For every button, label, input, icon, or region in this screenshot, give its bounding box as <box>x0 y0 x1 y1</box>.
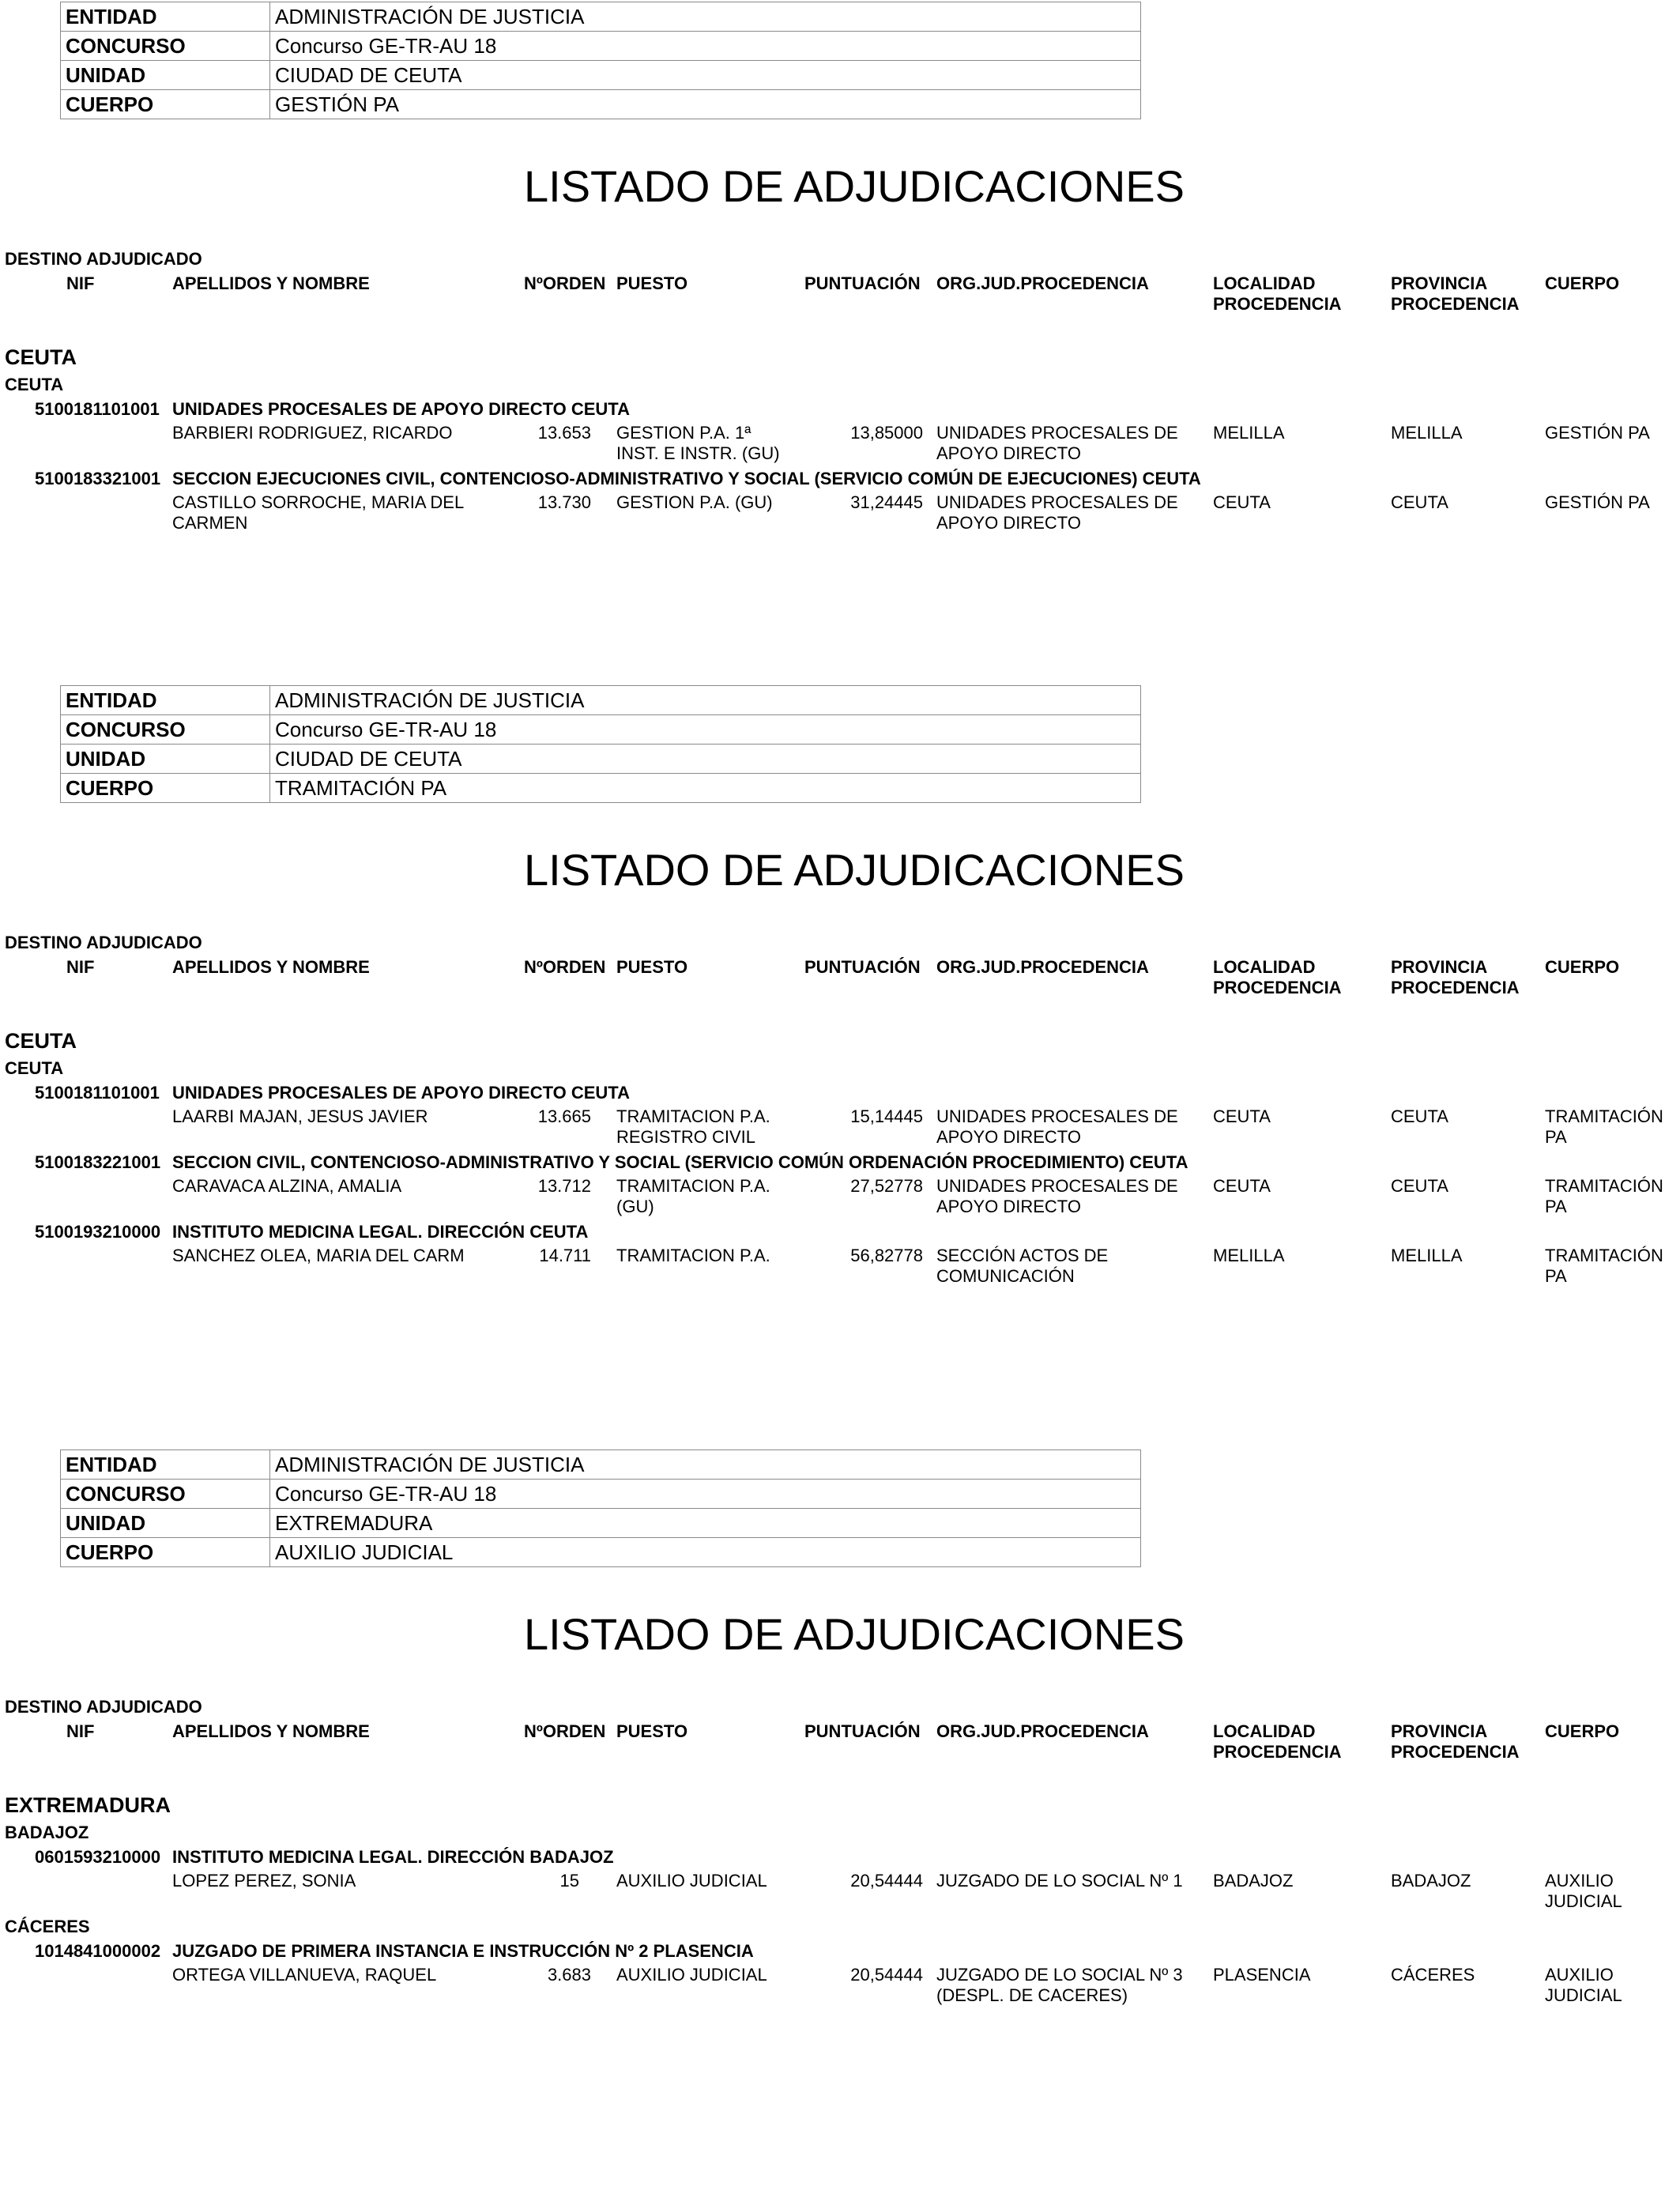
cell-puesto: GESTION P.A. 1ª INST. E INSTR. (GU) <box>616 423 780 463</box>
cell-orden: 13.730 <box>537 492 591 512</box>
header-value: ADMINISTRACIÓN DE JUSTICIA <box>270 1450 1141 1480</box>
cell-orden: 13.665 <box>537 1106 591 1126</box>
col-orgjud: ORG.JUD.PROCEDENCIA <box>936 273 1149 293</box>
destination-code: 5100181101001 <box>35 399 160 419</box>
header-key: CUERPO <box>61 90 270 119</box>
col-destino: DESTINO ADJUDICADO <box>5 933 202 952</box>
destination-code: 0601593210000 <box>35 1847 161 1867</box>
cell-provincia: CEUTA <box>1391 492 1448 512</box>
header-row-unidad <box>61 745 1141 774</box>
header-value: CIUDAD DE CEUTA <box>270 61 1141 90</box>
header-key: UNIDAD <box>61 1509 270 1538</box>
col-localidad: LOCALIDAD PROCEDENCIA <box>1213 273 1342 314</box>
col-cuerpo: CUERPO <box>1545 273 1620 293</box>
cell-localidad: CEUTA <box>1213 492 1271 512</box>
col-destino: DESTINO ADJUDICADO <box>5 249 202 269</box>
cell-orden: 13.712 <box>537 1176 591 1196</box>
destination-name: UNIDADES PROCESALES DE APOYO DIRECTO CEUTA <box>172 399 630 419</box>
header-key: CONCURSO <box>61 32 270 61</box>
header-row-entidad <box>61 1450 1141 1480</box>
region-heading: CEUTA <box>5 1029 77 1053</box>
destination-code: 5100181101001 <box>35 1083 160 1103</box>
header-value: CIUDAD DE CEUTA <box>270 745 1141 774</box>
cell-provincia: MELILLA <box>1391 1246 1463 1265</box>
cell-cuerpo: TRAMITACIÓN PA <box>1545 1106 1663 1147</box>
destination-code: 5100193210000 <box>35 1222 161 1242</box>
header-table <box>60 685 1141 803</box>
cell-localidad: MELILLA <box>1213 423 1285 443</box>
col-orden: NºORDEN <box>524 273 606 293</box>
col-nif: NIF <box>66 957 95 977</box>
cell-provincia: CEUTA <box>1391 1106 1448 1126</box>
page-title: LISTADO DE ADJUDICACIONES <box>524 845 1185 895</box>
header-value: ADMINISTRACIÓN DE JUSTICIA <box>270 686 1141 715</box>
cell-puesto: AUXILIO JUDICIAL <box>616 1871 767 1891</box>
cell-provincia: CÁCERES <box>1391 1965 1475 1985</box>
col-apellidos: APELLIDOS Y NOMBRE <box>172 1721 370 1741</box>
cell-puntuacion: 27,52778 <box>850 1176 923 1196</box>
header-row-concurso <box>61 1480 1141 1509</box>
col-puntuacion: PUNTUACIÓN <box>804 957 921 977</box>
destination-code: 1014841000002 <box>35 1941 161 1961</box>
cell-orgjud: UNIDADES PROCESALES DE APOYO DIRECTO <box>936 492 1178 533</box>
cell-orgjud: SECCIÓN ACTOS DE COMUNICACIÓN <box>936 1246 1109 1286</box>
header-table <box>60 2 1141 119</box>
header-value: Concurso GE-TR-AU 18 <box>270 1480 1141 1509</box>
destination-name: SECCION CIVIL, CONTENCIOSO-ADMINISTRATIVO Y SOCIAL (SERVICIO COMÚN ORDENACIÓN PROCEDIMIENTO) CEUTA <box>172 1152 1188 1172</box>
page-title: LISTADO DE ADJUDICACIONES <box>524 1609 1185 1659</box>
header-key: CUERPO <box>61 1538 270 1567</box>
col-puesto: PUESTO <box>616 1721 688 1741</box>
section-gestion <box>0 2 1680 729</box>
cell-localidad: MELILLA <box>1213 1246 1285 1265</box>
section-auxilio <box>0 1449 1680 2177</box>
cell-cuerpo: AUXILIO JUDICIAL <box>1545 1871 1622 1911</box>
header-row-concurso <box>61 32 1141 61</box>
cell-puntuacion: 15,14445 <box>850 1106 923 1126</box>
cell-orden: 3.683 <box>547 1965 591 1985</box>
cell-puntuacion: 13,85000 <box>850 423 923 443</box>
province-heading: CÁCERES <box>5 1917 90 1936</box>
col-nif: NIF <box>66 273 95 293</box>
header-key: ENTIDAD <box>61 686 270 715</box>
col-apellidos: APELLIDOS Y NOMBRE <box>172 273 370 293</box>
destination-name: INSTITUTO MEDICINA LEGAL. DIRECCIÓN CEUTA <box>172 1222 589 1242</box>
cell-cuerpo: TRAMITACIÓN PA <box>1545 1176 1663 1216</box>
cell-puesto: TRAMITACION P.A. (GU) <box>616 1176 770 1216</box>
province-heading: BADAJOZ <box>5 1823 89 1842</box>
col-orden: NºORDEN <box>524 957 606 977</box>
cell-apellidos: ORTEGA VILLANUEVA, RAQUEL <box>172 1965 437 1985</box>
cell-orden: 15 <box>559 1871 579 1891</box>
cell-cuerpo: GESTIÓN PA <box>1545 492 1650 512</box>
cell-orden: 13.653 <box>537 423 591 443</box>
cell-orgjud: UNIDADES PROCESALES DE APOYO DIRECTO <box>936 1176 1178 1216</box>
destination-name: SECCION EJECUCIONES CIVIL, CONTENCIOSO-ADMINISTRATIVO Y SOCIAL (SERVICIO COMÚN DE EJECUCIONES) CEUTA <box>172 469 1201 488</box>
cell-puesto: AUXILIO JUDICIAL <box>616 1965 767 1985</box>
header-value: Concurso GE-TR-AU 18 <box>270 32 1141 61</box>
header-row-entidad <box>61 686 1141 715</box>
cell-orgjud: UNIDADES PROCESALES DE APOYO DIRECTO <box>936 1106 1178 1147</box>
cell-cuerpo: TRAMITACIÓN PA <box>1545 1246 1663 1286</box>
header-value: Concurso GE-TR-AU 18 <box>270 715 1141 745</box>
col-puesto: PUESTO <box>616 957 688 977</box>
header-row-cuerpo <box>61 774 1141 803</box>
header-value: GESTIÓN PA <box>270 90 1141 119</box>
cell-localidad: CEUTA <box>1213 1176 1271 1196</box>
destination-code: 5100183321001 <box>35 469 161 488</box>
cell-localidad: PLASENCIA <box>1213 1965 1311 1985</box>
cell-apellidos: LOPEZ PEREZ, SONIA <box>172 1871 356 1891</box>
cell-localidad: BADAJOZ <box>1213 1871 1294 1891</box>
region-heading: CEUTA <box>5 345 77 369</box>
cell-localidad: CEUTA <box>1213 1106 1271 1126</box>
destination-name: INSTITUTO MEDICINA LEGAL. DIRECCIÓN BADAJOZ <box>172 1847 614 1867</box>
col-orden: NºORDEN <box>524 1721 606 1741</box>
cell-apellidos: CARAVACA ALZINA, AMALIA <box>172 1176 402 1196</box>
col-provincia: PROVINCIA PROCEDENCIA <box>1391 273 1520 314</box>
cell-provincia: CEUTA <box>1391 1176 1448 1196</box>
col-provincia: PROVINCIA PROCEDENCIA <box>1391 1721 1520 1762</box>
cell-apellidos: SANCHEZ OLEA, MARIA DEL CARM <box>172 1246 465 1265</box>
page-title: LISTADO DE ADJUDICACIONES <box>524 161 1185 211</box>
region-heading: EXTREMADURA <box>5 1793 171 1817</box>
cell-provincia: BADAJOZ <box>1391 1871 1471 1891</box>
cell-orden: 14.711 <box>539 1246 591 1265</box>
cell-cuerpo: GESTIÓN PA <box>1545 423 1650 443</box>
header-key: UNIDAD <box>61 61 270 90</box>
cell-puntuacion: 31,24445 <box>850 492 923 512</box>
col-apellidos: APELLIDOS Y NOMBRE <box>172 957 370 977</box>
cell-orgjud: JUZGADO DE LO SOCIAL Nº 1 <box>936 1871 1183 1891</box>
destination-name: UNIDADES PROCESALES DE APOYO DIRECTO CEUTA <box>172 1083 630 1103</box>
province-heading: CEUTA <box>5 1058 64 1078</box>
cell-apellidos: BARBIERI RODRIGUEZ, RICARDO <box>172 423 453 443</box>
cell-puesto: GESTION P.A. (GU) <box>616 492 773 512</box>
cell-orgjud: UNIDADES PROCESALES DE APOYO DIRECTO <box>936 423 1178 463</box>
col-destino: DESTINO ADJUDICADO <box>5 1697 202 1717</box>
col-cuerpo: CUERPO <box>1545 957 1620 977</box>
col-localidad: LOCALIDAD PROCEDENCIA <box>1213 957 1342 997</box>
header-row-entidad <box>61 2 1141 32</box>
col-orgjud: ORG.JUD.PROCEDENCIA <box>936 957 1149 977</box>
header-key: UNIDAD <box>61 745 270 774</box>
col-puntuacion: PUNTUACIÓN <box>804 273 921 293</box>
destination-code: 5100183221001 <box>35 1152 161 1172</box>
header-row-cuerpo <box>61 1538 1141 1567</box>
col-nif: NIF <box>66 1721 95 1741</box>
header-key: ENTIDAD <box>61 1450 270 1480</box>
col-puntuacion: PUNTUACIÓN <box>804 1721 921 1741</box>
header-row-concurso <box>61 715 1141 745</box>
col-provincia: PROVINCIA PROCEDENCIA <box>1391 957 1520 997</box>
header-key: CONCURSO <box>61 1480 270 1509</box>
cell-puntuacion: 20,54444 <box>850 1965 923 1985</box>
header-value: AUXILIO JUDICIAL <box>270 1538 1141 1567</box>
cell-orgjud: JUZGADO DE LO SOCIAL Nº 3 (DESPL. DE CACERES) <box>936 1965 1183 2005</box>
cell-provincia: MELILLA <box>1391 423 1463 443</box>
header-value: ADMINISTRACIÓN DE JUSTICIA <box>270 2 1141 32</box>
section-tramitacion <box>0 685 1680 1412</box>
col-cuerpo: CUERPO <box>1545 1721 1620 1741</box>
province-heading: CEUTA <box>5 375 64 394</box>
header-row-unidad <box>61 1509 1141 1538</box>
header-row-cuerpo <box>61 90 1141 119</box>
cell-apellidos: CASTILLO SORROCHE, MARIA DEL CARMEN <box>172 492 465 533</box>
header-value: TRAMITACIÓN PA <box>270 774 1141 803</box>
header-value: EXTREMADURA <box>270 1509 1141 1538</box>
destination-name: JUZGADO DE PRIMERA INSTANCIA E INSTRUCCIÓN Nº 2 PLASENCIA <box>172 1941 754 1961</box>
cell-puesto: TRAMITACION P.A. <box>616 1246 770 1265</box>
header-key: CONCURSO <box>61 715 270 745</box>
header-key: ENTIDAD <box>61 2 270 32</box>
cell-puntuacion: 56,82778 <box>850 1246 923 1265</box>
col-localidad: LOCALIDAD PROCEDENCIA <box>1213 1721 1342 1762</box>
header-key: CUERPO <box>61 774 270 803</box>
col-orgjud: ORG.JUD.PROCEDENCIA <box>936 1721 1149 1741</box>
cell-puesto: TRAMITACION P.A. REGISTRO CIVIL <box>616 1106 770 1147</box>
cell-cuerpo: AUXILIO JUDICIAL <box>1545 1965 1622 2005</box>
cell-puntuacion: 20,54444 <box>850 1871 923 1891</box>
header-table <box>60 1449 1141 1567</box>
cell-apellidos: LAARBI MAJAN, JESUS JAVIER <box>172 1106 428 1126</box>
header-row-unidad <box>61 61 1141 90</box>
col-puesto: PUESTO <box>616 273 688 293</box>
